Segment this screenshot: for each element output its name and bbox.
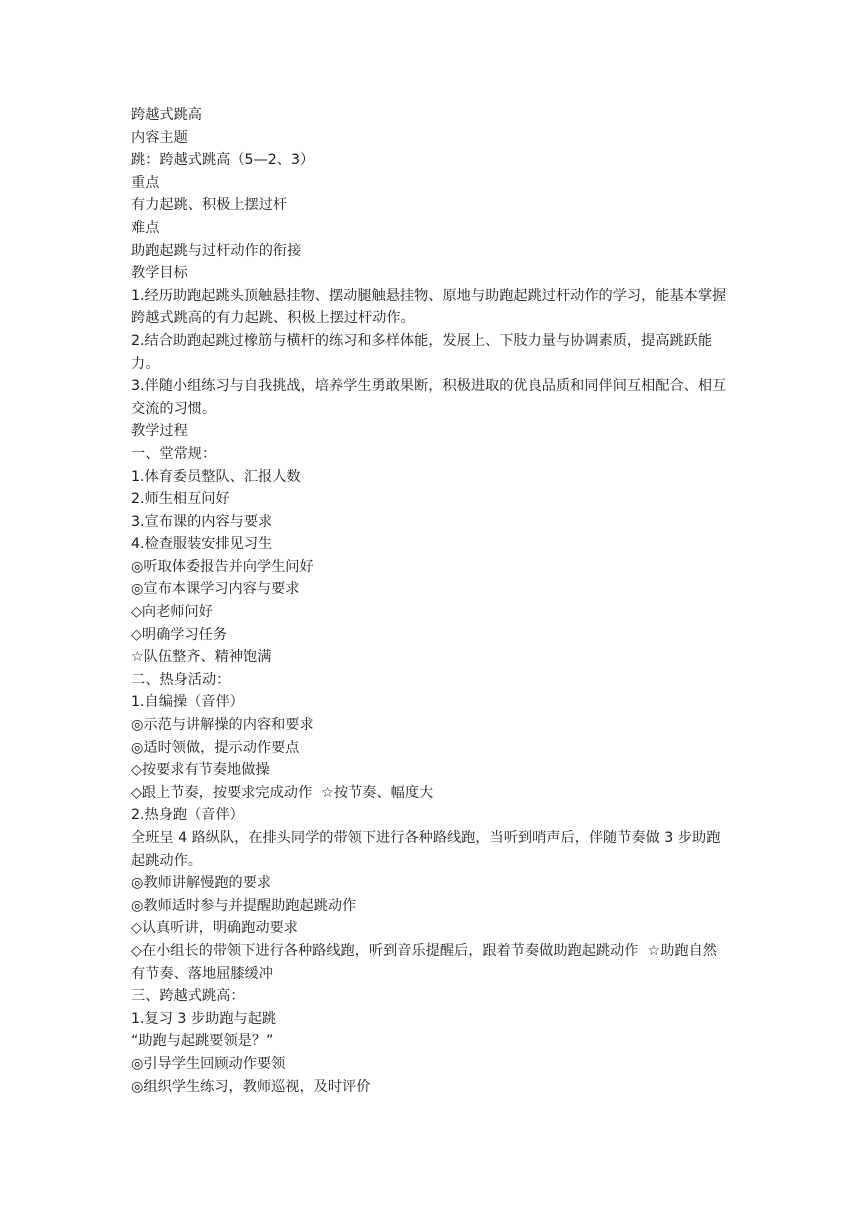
- document-body: [131, 104, 731, 1098]
- section-label-objectives: 教学目标: [131, 265, 188, 282]
- teacher-action: ◎组织学生练习，教师巡视，及时评价: [131, 1078, 371, 1095]
- objective-item: 3.伴随小组练习与自我挑战，培养学生勇敢果断，积极进取的优良品质和同伴间互相配合、相互交流的习惯。: [131, 378, 727, 417]
- teacher-action: ◎教师适时参与并提醒助跑起跳动作: [131, 897, 357, 914]
- difficulty-text: 助跑起跳与过杆动作的衔接: [131, 242, 302, 259]
- process-item: 2.师生相互问好: [131, 491, 230, 508]
- section-label-difficulty: 难点: [131, 219, 160, 236]
- doc-title: 跨越式跳高: [131, 107, 202, 123]
- process-item: 1.体育委员整队、汇报人数: [131, 468, 301, 485]
- student-action: ◇在小组长的带领下进行各种路线跑，听到音乐提醒后，跟着节奏做助跑起跳动作 ☆助跑自然有节奏、落地屈膝缓冲: [131, 942, 717, 982]
- section-label-content-theme: 内容主题: [131, 129, 188, 146]
- objective-item: 1.经历助跑起跳头顶触悬挂物、摆动腿触悬挂物、原地与助跑起跳过杆动作的学习，能基本掌握跨越式跳高的有力起跳、积极上摆过杆动作。: [131, 287, 727, 327]
- process-description: 全班呈 4 路纵队，在排头同学的带领下进行各种路线跑，当听到哨声后，伴随节奏做 3 步助跑起跳动作。: [131, 830, 721, 869]
- process-item: 1.复习 3 步助跑与起跳: [131, 1010, 277, 1027]
- process-item: 1.自编操（音伴）: [131, 694, 244, 711]
- section-label-key-point: 重点: [131, 174, 160, 191]
- teacher-action: ◎教师讲解慢跑的要求: [131, 875, 272, 892]
- student-action: ◇认真听讲，明确跑动要求: [131, 920, 298, 937]
- teacher-action: ◎引导学生回顾动作要领: [131, 1055, 286, 1072]
- student-action: ◇跟上节奏，按要求完成动作 ☆按节奏、幅度大: [131, 784, 434, 801]
- content-theme-text: 跳：跨越式跳高（5—2、3）: [131, 152, 315, 169]
- teacher-action: ◎示范与讲解操的内容和要求: [131, 717, 314, 734]
- teacher-action: ◎宣布本课学习内容与要求: [131, 581, 300, 598]
- process-item: 3.宣布课的内容与要求: [131, 513, 273, 530]
- teacher-action: ◎听取体委报告并向学生问好: [131, 558, 314, 575]
- process-item: 4.检查服装安排见习生: [131, 536, 273, 553]
- question-text: “助跑与起跳要领是？”: [131, 1033, 274, 1050]
- student-action: ◇明确学习任务: [131, 626, 228, 643]
- teacher-action: ◎适时领做，提示动作要点: [131, 739, 300, 756]
- process-heading: 一、堂常规：: [131, 445, 217, 462]
- process-heading: 二、热身活动：: [131, 671, 231, 688]
- process-item: 2.热身跑（音伴）: [131, 807, 244, 824]
- student-action: ◇按要求有节奏地做操: [131, 762, 270, 779]
- key-point-text: 有力起跳、积极上摆过杆: [131, 197, 288, 214]
- requirement: ☆队伍整齐、精神饱满: [131, 649, 272, 666]
- section-label-process: 教学过程: [131, 423, 188, 440]
- process-heading: 三、跨越式跳高：: [131, 988, 245, 1005]
- student-action: ◇向老师问好: [131, 604, 213, 621]
- objective-item: 2.结合助跑起跳过橡筋与横杆的练习和多样体能，发展上、下肢力量与协调素质，提高跳跃能力。: [131, 332, 713, 372]
